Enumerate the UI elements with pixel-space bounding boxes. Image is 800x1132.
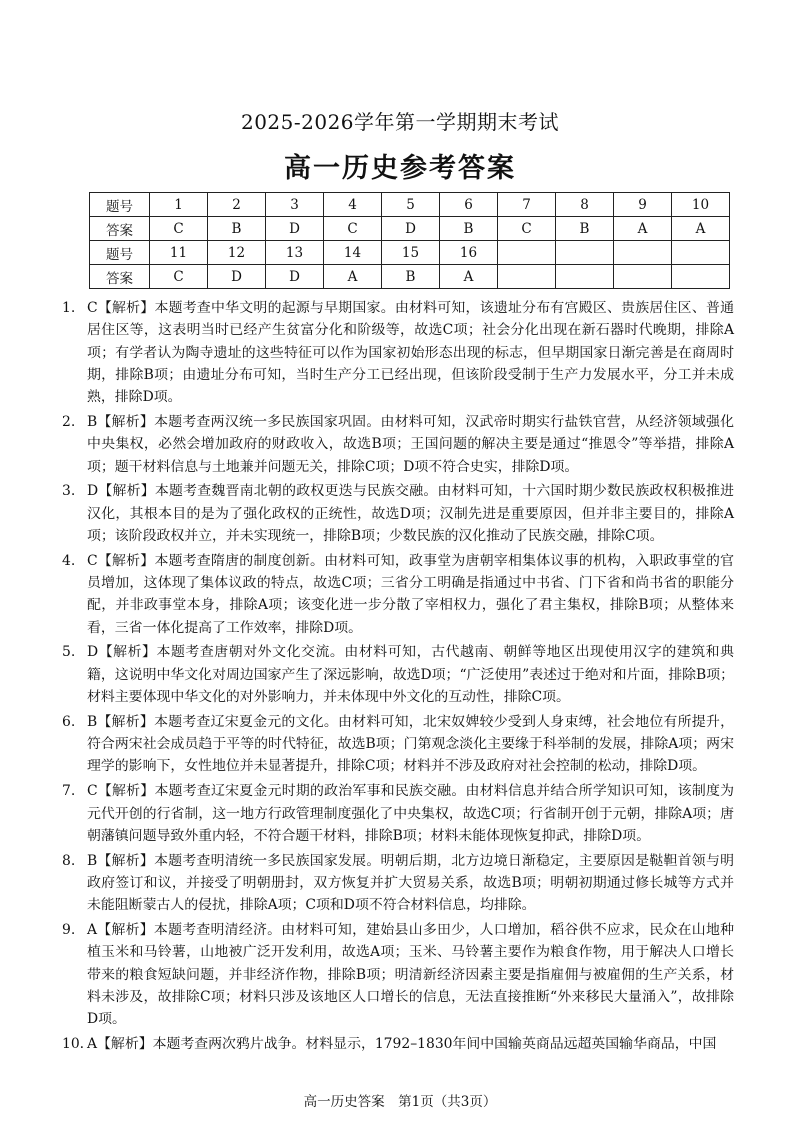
document-title: 高一历史参考答案 [284, 153, 516, 184]
page-footer: 高一历史答案 第1页（共3页） [303, 1094, 497, 1110]
answer-table-cell: A [614, 217, 672, 241]
answer-table-cell: B [556, 217, 614, 241]
answer-table-cell: C [150, 217, 208, 241]
analysis-text: B【解析】本题考查辽宋夏金元的文化。由材料可知，北宋奴婢较少受到人身束缚，社会地位有所提升，符合两宋社会成员趋于平等的时代特征，故选B项；门第观念淡化主要缘于科举制的发展，排除A项；两宋理学的影响下，女性地位并未显著提升，排除C项；材料并不涉及政府对社会控制的松动，排除D项。 [87, 713, 734, 775]
analysis-item [62, 711, 734, 778]
analysis-number: 1. [62, 300, 76, 316]
answer-table-cell: 2 [208, 193, 266, 217]
analysis-text: B【解析】本题考查明清统一多民族国家发展。明朝后期，北方边境日渐稳定，主要原因是鞑靼首领与明政府签订和议，并接受了明朝册封，双方恢复并扩大贸易关系，故选B项；明朝初期通过修长城等方式并未能阻断蒙古人的侵扰，排除A项；C项和D项不符合材料信息，均排除。 [87, 852, 734, 914]
analysis-text: A【解析】本题考查两次鸦片战争。材料显示，1792–1830年间中国输英商品远超英国输华商品，中国 [87, 1036, 717, 1052]
analysis-list [62, 297, 734, 1058]
answer-table-cell: C [324, 217, 382, 241]
answer-table-cell: D [266, 217, 324, 241]
analysis-number: 2. [62, 413, 76, 430]
answer-table-cell: B [208, 217, 266, 241]
analysis-number: 4. [62, 552, 76, 569]
answer-table-cell: D [382, 217, 440, 241]
analysis-number: 7. [62, 783, 76, 800]
analysis-item [62, 411, 734, 478]
answer-table-cell: 5 [382, 193, 440, 217]
row-label-cell: 题号 [90, 193, 150, 217]
answer-table-cell [672, 265, 730, 289]
answer-table-cell: C [150, 265, 208, 289]
answer-table-cell [614, 241, 672, 265]
answer-table-cell: 16 [440, 241, 498, 265]
answer-table-cell: 6 [440, 193, 498, 217]
row-label-cell: 题号 [90, 241, 150, 265]
answer-table-row [90, 193, 730, 217]
answer-table-cell: 3 [266, 193, 324, 217]
row-label-cell: 答案 [90, 265, 150, 289]
answer-table-cell [498, 241, 556, 265]
answer-table-cell: 15 [382, 241, 440, 265]
analysis-text: B【解析】本题考查两汉统一多民族国家巩固。由材料可知，汉武帝时期实行盐铁官营，从经济领域强化中央集权，必然会增加政府的财政收入，故选B项；王国问题的解决主要是通过“推恩令”等举措，排除A项；题干材料信息与土地兼并问题无关，排除C项；D项不符合史实，排除D项。 [87, 413, 734, 475]
answer-table-cell: A [672, 217, 730, 241]
answer-table-row [90, 217, 730, 241]
analysis-item [62, 850, 734, 917]
answer-table-cell: 8 [556, 193, 614, 217]
analysis-number: 3. [62, 483, 76, 500]
analysis-text: D【解析】本题考查唐朝对外文化交流。由材料可知，古代越南、朝鲜等地区出现使用汉字的建筑和典籍，这说明中华文化对周边国家产生了深远影响，故选D项；“广泛使用”表述过于绝对和片面，排除B项；材料主要体现中华文化的对外影响力，并未体现中外文化的互动性，排除C项。 [87, 644, 734, 706]
answer-table-cell: 4 [324, 193, 382, 217]
analysis-text: D【解析】本题考查魏晋南北朝的政权更迭与民族交融。由材料可知，十六国时期少数民族政权积极推进汉化，其根本目的是为了强化政权的正统性，故选D项；汉制先进是重要原因，但并非主要目的，排除A项；该阶段政权并立，并未实现统一，排除B项；少数民族的汉化推动了民族交融，排除C项。 [87, 483, 734, 544]
answer-table-row [90, 265, 730, 289]
answer-table-cell: A [440, 265, 498, 289]
answer-table-cell [614, 265, 672, 289]
answer-table-cell: 1 [150, 193, 208, 217]
answer-table-cell: 10 [672, 193, 730, 217]
answer-table [89, 192, 730, 289]
answer-table-cell: C [498, 217, 556, 241]
analysis-text: C【解析】本题考查辽宋夏金元时期的政治军事和民族交融。由材料信息并结合所学知识可知，该制度为元代开创的行省制，这一地方行政管理制度强化了中央集权，故选C项；行省制开创于元朝，排除A项；唐朝藩镇问题导致外重内轻，不符合题干材料，排除B项；材料未能体现恢复抑武，排除D项。 [87, 783, 734, 844]
answer-table-cell: D [266, 265, 324, 289]
analysis-item [62, 919, 734, 1030]
analysis-item [62, 480, 734, 547]
analysis-item [62, 550, 734, 639]
answer-table-cell: D [208, 265, 266, 289]
answer-table-cell [498, 265, 556, 289]
analysis-item [62, 1033, 734, 1055]
answer-table-row [90, 241, 730, 265]
answer-table-cell: 12 [208, 241, 266, 265]
analysis-number: 10. [62, 1036, 85, 1052]
answer-table-cell: 7 [498, 193, 556, 217]
row-label-cell: 答案 [90, 217, 150, 241]
analysis-item [62, 780, 734, 847]
analysis-text: C【解析】本题考查中华文明的起源与早期国家。由材料可知，该遗址分布有宫殿区、贵族居住区、普通居住区等，这表明当时已经产生贫富分化和阶级等，故选C项；社会分化出现在新石器时代晚期，排除A项；有学者认为陶寺遗址的这些特征可以作为国家初始形态出现的标志，但早期国家日渐完善是在商周时期，排除B项；由遗址分布可知，当时生产分工已经出现，但该阶段受制于生产力发展水平，分工并未成熟，排除D项。 [87, 300, 734, 406]
answer-table-cell [556, 265, 614, 289]
analysis-number: 8. [62, 852, 76, 869]
analysis-text: A【解析】本题考查明清经济。由材料可知，建始县山多田少，人口增加，稻谷供不应求，民众在山地种植玉米和马铃薯，山地被广泛开发利用，故选A项；玉米、马铃薯主要作为粮食作物，用于解决人口增长带来的粮食短缺问题，并非经济作物，排除B项；明清新经济因素主要是指雇佣与被雇佣的生产关系，材料未涉及，故排除C项；材料只涉及该地区人口增长的信息，无法直接推断“外来移民大量涌入”，故排除D项。 [87, 922, 734, 1028]
analysis-number: 5. [62, 644, 76, 661]
answer-table-cell: B [440, 217, 498, 241]
answer-table-cell [556, 241, 614, 265]
exam-title: 2025-2026学年第一学期期末考试 [240, 110, 560, 134]
analysis-number: 9. [62, 922, 76, 939]
answer-table-cell: 9 [614, 193, 672, 217]
answer-table-cell: B [382, 265, 440, 289]
answer-table-cell: 13 [266, 241, 324, 265]
answer-table-cell [672, 241, 730, 265]
analysis-item [62, 641, 734, 708]
answer-table-cell: A [324, 265, 382, 289]
analysis-text: C【解析】本题考查隋唐的制度创新。由材料可知，政事堂为唐朝宰相集体议事的机构，入职政事堂的官员增加，这体现了集体议政的特点，故选C项；三省分工明确是指通过中书省、门下省和尚书省的职能分配，并非政事堂本身，排除A项；该变化进一步分散了宰相权力，强化了君主集权，排除B项；从整体来看，三省一体化提高了工作效率，排除D项。 [87, 552, 734, 636]
analysis-item [62, 297, 734, 408]
answer-table-cell: 14 [324, 241, 382, 265]
answer-table-cell: 11 [150, 241, 208, 265]
analysis-number: 6. [62, 713, 76, 730]
